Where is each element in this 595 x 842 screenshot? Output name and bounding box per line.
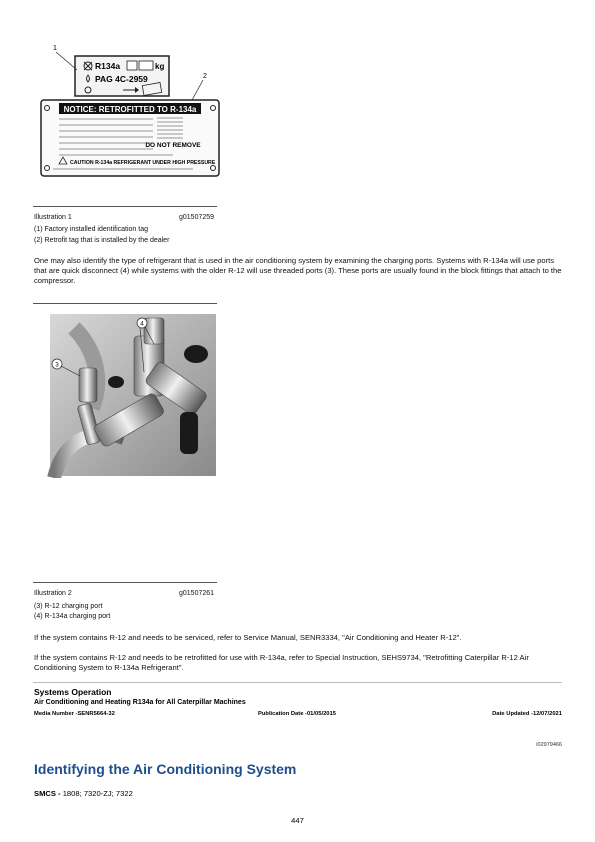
callout-2: 2 [203, 73, 207, 80]
caution-text: CAUTION R-134a REFRIGERANT UNDER HIGH PRESSURE [70, 160, 216, 166]
paragraph-service-manual: If the system contains R-12 and needs to be serviced, refer to Service Manual, SENR3334, "Air Conditioning and Heater R-12". [34, 633, 462, 642]
factory-tag-oil: PAG 4C-2959 [95, 74, 148, 84]
smcs-value: 1808; 7320-ZJ; 7322 [62, 789, 133, 798]
document-id: i02979466 [536, 742, 562, 748]
illustration-1-caption: (1) Factory installed identification tag [34, 226, 148, 233]
date-updated: Date Updated -12/07/2021 [492, 711, 562, 717]
illustration-2-caption: (3) R-12 charging port [34, 603, 103, 610]
illustration-1-image [33, 44, 223, 204]
factory-tag-kg: kg [155, 62, 165, 71]
illustration-2-image [34, 308, 220, 478]
document-subtitle: Air Conditioning and Heating R134a for All Caterpillar Machines [34, 699, 246, 706]
illustration-2-caption: (4) R-134a charging port [34, 613, 111, 620]
illustration-1-caption: (2) Retrofit tag that is installed by the dealer [34, 237, 170, 244]
factory-tag-refrigerant: R134a [95, 61, 121, 71]
section-title: Systems Operation [34, 687, 112, 697]
smcs-label: SMCS - [34, 789, 61, 798]
callout-3: 3 [55, 362, 59, 369]
page-number: 447 [291, 816, 304, 825]
illustration-2-label: Illustration 2 [34, 590, 72, 597]
illustration-2-code: g01507261 [179, 590, 215, 597]
callout-1: 1 [53, 45, 57, 52]
callout-4: 4 [140, 321, 144, 328]
page-title: Identifying the Air Conditioning System [34, 761, 297, 777]
illustration-1-code: g01507259 [179, 214, 215, 221]
do-not-remove: DO NOT REMOVE [145, 142, 201, 149]
publication-date: Publication Date -01/05/2015 [258, 711, 336, 717]
illustration-1-label: Illustration 1 [34, 214, 72, 221]
notice-title: NOTICE: RETROFITTED TO R-134a [63, 105, 197, 114]
paragraph-special-instruction: If the system contains R-12 and needs to be retrofitted for use with R-134a, refer to Special Instruction, SEHS9734, "Retrofitting Caterpillar R-12 Air Conditioning System to R-134a Refrigerant". [34, 653, 529, 673]
smcs-line [34, 789, 133, 798]
media-number: Media Number -SENR5664-32 [34, 711, 115, 717]
paragraph-charging-ports: One may also identify the type of refrigerant that is used in the air conditioning system by examining the charging ports. Systems with R-134a will use ports that are quick disconnect (4) while systems with the older R-12 will use threaded ports (3). These ports are usually found in the block fittings that attach to the compressor. [34, 256, 562, 286]
